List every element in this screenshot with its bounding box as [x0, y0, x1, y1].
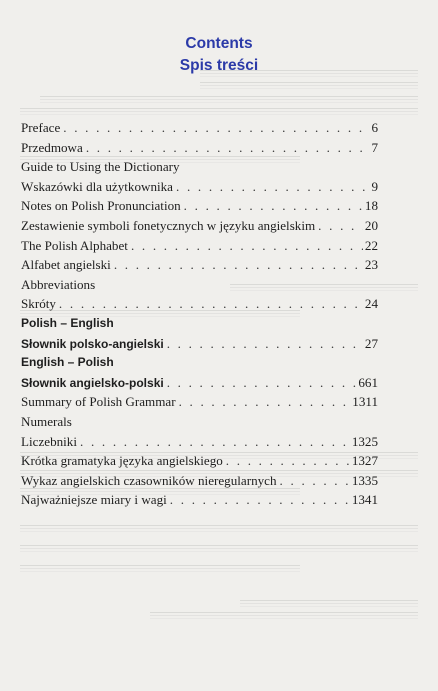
- toc-entry: [21, 314, 378, 334]
- toc-entry-page: 6: [371, 120, 378, 135]
- dot-leader: [170, 490, 350, 510]
- toc-entry-title: Krótka gramatyka języka angielskiego: [21, 453, 223, 469]
- toc-entry: [21, 236, 378, 256]
- dot-leader: [131, 236, 363, 256]
- dot-leader: [184, 196, 363, 216]
- dot-leader: [176, 177, 369, 197]
- toc-entry-page: 18: [364, 198, 378, 214]
- toc-entry-page: 661: [358, 374, 378, 390]
- toc-entry-page: 1341: [351, 492, 378, 508]
- toc-entry-title: Wykaz angielskich czasowników nieregularnych: [21, 472, 277, 488]
- toc-entry-page: 7: [371, 139, 378, 155]
- toc-entry-title: Słownik polsko-angielski: [21, 336, 164, 351]
- toc-entry: [21, 334, 378, 354]
- toc-entry: [21, 373, 378, 393]
- toc-entry: [21, 412, 378, 432]
- toc-entry-title: Przedmowa: [21, 139, 83, 155]
- toc-entry: [21, 255, 378, 275]
- toc-entry-title: Słownik angielsko-polski: [21, 375, 164, 390]
- toc-entry-title: Numerals: [21, 413, 72, 429]
- toc-entry: [21, 157, 378, 177]
- page-subtitle: Spis treści: [179, 57, 259, 74]
- toc-entry-title: Najważniejsze miary i wagi: [21, 492, 167, 508]
- toc-entry-page: 22: [364, 237, 378, 253]
- dot-leader: [63, 118, 369, 138]
- toc-entry-page: 1311: [352, 394, 378, 410]
- toc-entry-title: Abbreviations: [21, 276, 96, 292]
- dot-leader: [167, 373, 357, 393]
- toc-entry: [21, 353, 378, 373]
- dot-leader: [318, 216, 363, 236]
- toc-entry-page: 20: [364, 217, 378, 233]
- dot-leader: [114, 255, 363, 275]
- toc-entry: [21, 138, 378, 158]
- toc-entry-title: Skróty: [21, 296, 56, 312]
- toc-entry-title: Liczebniki: [21, 433, 77, 449]
- toc-entry: [21, 392, 378, 412]
- toc-entry-title: Polish – English: [21, 315, 114, 330]
- dot-leader: [59, 294, 363, 314]
- toc-entry-title: Zestawienie symboli fonetycznych w języku angielskim: [21, 217, 316, 233]
- toc-entry-title: Wskazówki dla użytkownika: [21, 178, 173, 194]
- page-title: Contents: [185, 35, 253, 52]
- toc-entry: [21, 275, 378, 295]
- dot-leader: [280, 471, 350, 491]
- dot-leader: [80, 432, 350, 452]
- toc-entry-page: 23: [364, 257, 378, 273]
- toc-entry: [21, 196, 378, 216]
- toc-entry-title: Preface: [21, 120, 61, 135]
- toc-entry-title: Notes on Polish Pronunciation: [21, 198, 181, 214]
- toc-entry: [21, 294, 378, 314]
- toc-entry-page: 27: [364, 335, 378, 351]
- table-of-contents: [21, 118, 378, 510]
- toc-entry-title: Summary of Polish Grammar: [21, 394, 176, 410]
- toc-entry-title: Alfabet angielski: [21, 257, 111, 273]
- toc-entry: [21, 471, 378, 491]
- toc-entry-title: English – Polish: [21, 355, 114, 370]
- toc-entry-page: 1325: [351, 433, 378, 449]
- dot-leader: [167, 334, 363, 354]
- toc-entry-page: 9: [371, 178, 378, 194]
- toc-entry-title: The Polish Alphabet: [21, 237, 128, 253]
- dot-leader: [179, 392, 351, 412]
- dot-leader: [226, 451, 350, 471]
- toc-entry: [21, 216, 378, 236]
- toc-entry: [21, 490, 378, 510]
- toc-entry: [21, 451, 378, 471]
- toc-entry: [21, 432, 378, 452]
- dot-leader: [86, 138, 370, 158]
- toc-entry-title: Guide to Using the Dictionary: [21, 159, 180, 175]
- toc-entry: [21, 118, 378, 138]
- toc-entry-page: 1327: [351, 453, 378, 469]
- toc-entry: [21, 177, 378, 197]
- toc-entry-page: 1335: [351, 472, 378, 488]
- toc-entry-page: 24: [364, 296, 378, 312]
